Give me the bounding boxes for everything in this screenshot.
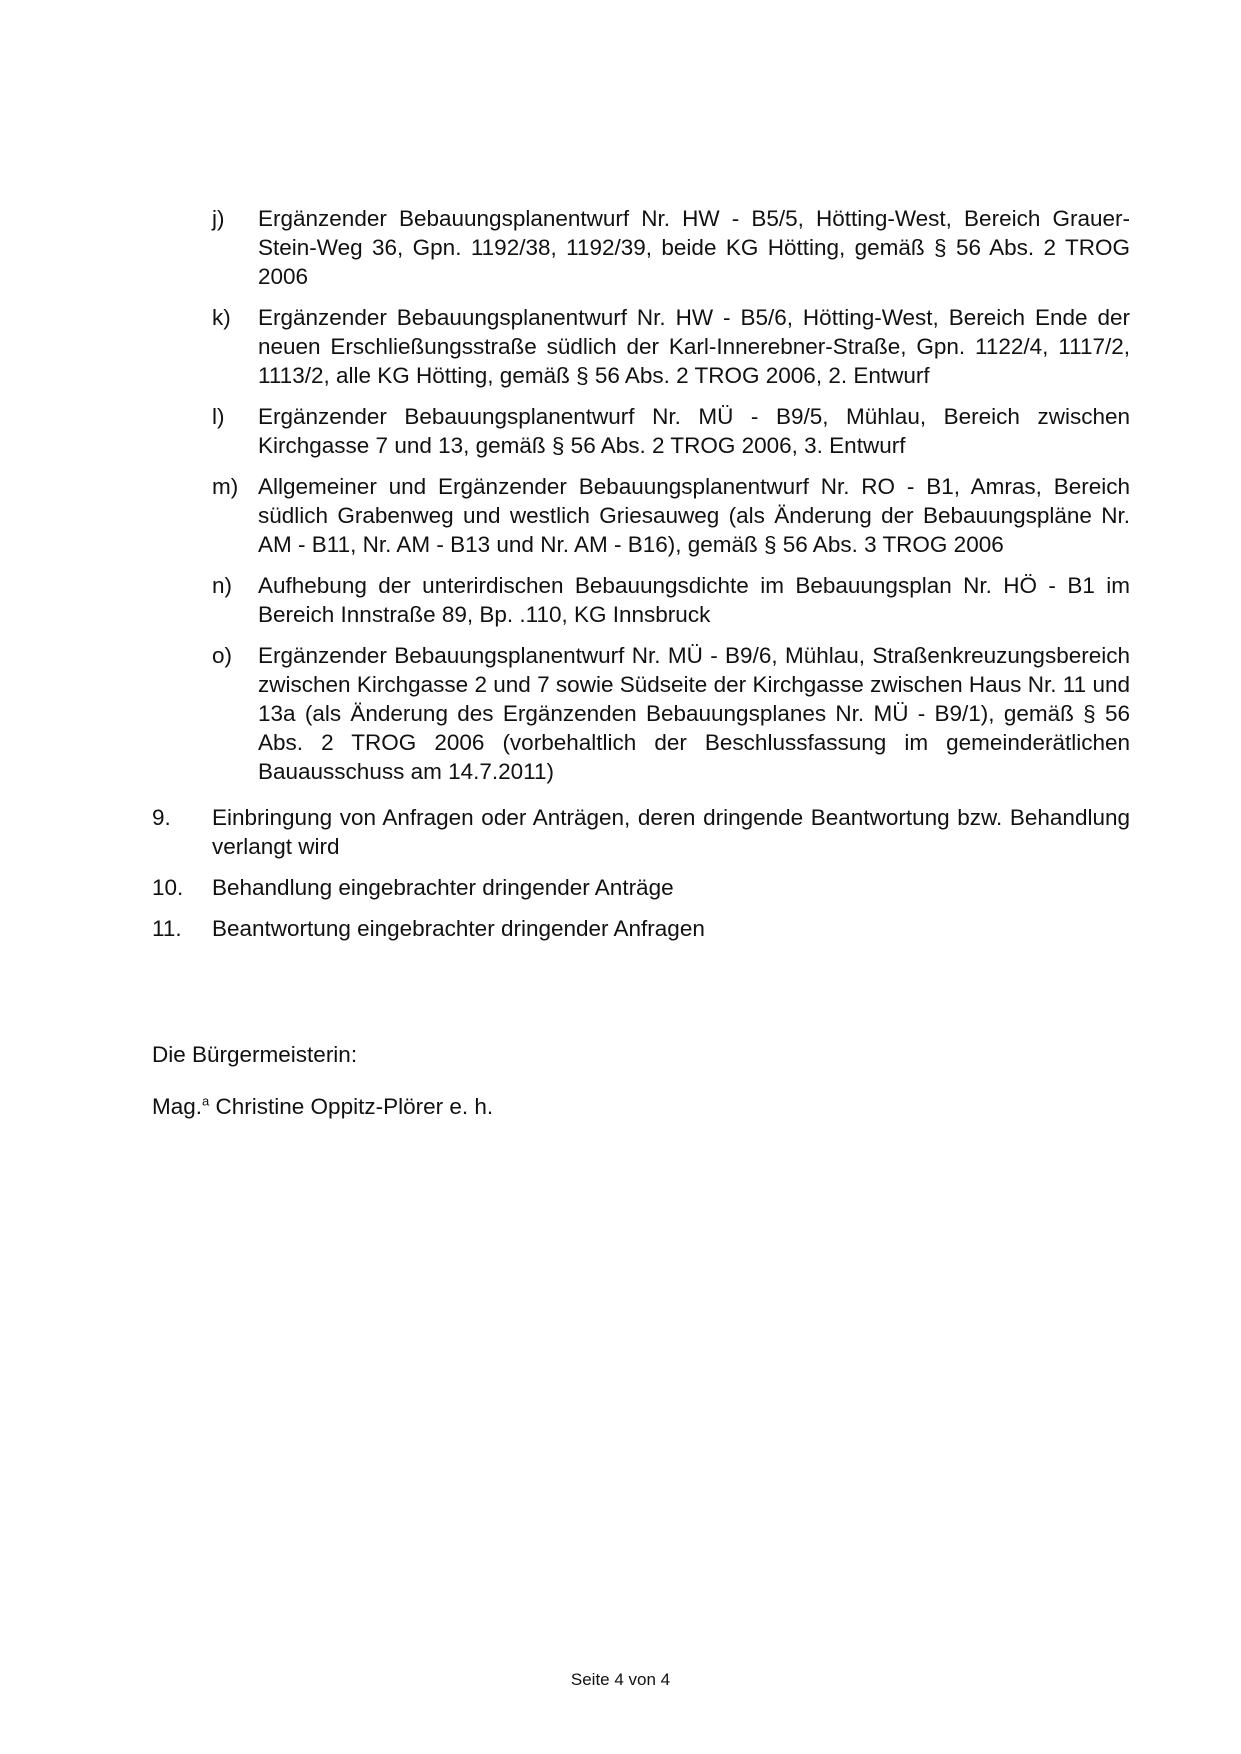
- page-number: Seite 4 von 4: [570, 1670, 671, 1689]
- signature-label: Die Bürgermeisterin:: [152, 1042, 358, 1067]
- agenda-main-list: [152, 803, 1130, 955]
- list-marker: l): [212, 404, 225, 429]
- list-item: [152, 873, 1130, 902]
- list-item: [212, 303, 1130, 390]
- list-item: [212, 641, 1130, 786]
- list-item-text: Einbringung von Anfragen oder Anträgen, deren dringende Beantwortung bzw. Behandlung verlangt wird: [212, 805, 1130, 859]
- list-item: [212, 571, 1130, 629]
- list-item-text: Aufhebung der unterirdischen Bebauungsdichte im Bebauungsplan Nr. HÖ - B1 im Bereich Innstraße 89, Bp. .110, KG Innsbruck: [258, 573, 1130, 627]
- list-marker: n): [212, 573, 233, 598]
- list-item: [212, 402, 1130, 460]
- list-marker: k): [212, 305, 231, 330]
- list-marker: 11.: [152, 916, 182, 941]
- signature-full-name: Christine Oppitz-Plörer e. h.: [209, 1094, 494, 1119]
- list-marker: 9.: [152, 805, 171, 830]
- list-marker: o): [212, 643, 233, 668]
- list-item-text: Allgemeiner und Ergänzender Bebauungsplanentwurf Nr. RO - B1, Amras, Bereich südlich Grabenweg und westlich Griesauweg (als Änderung der Bebauungspläne Nr. AM - B11, Nr. AM - B13 und Nr. AM - B16), gemäß § 56 Abs. 3 TROG 2006: [258, 474, 1130, 557]
- list-item: [152, 803, 1130, 861]
- list-item-text: Ergänzender Bebauungsplanentwurf Nr. HW - B5/5, Hötting-West, Bereich Grauer-Stein-Weg 36, Gpn. 1192/38, 1192/39, beide KG Hötting, gemäß § 56 Abs. 2 TROG 2006: [258, 206, 1130, 289]
- list-item: [212, 204, 1130, 291]
- list-item: [212, 472, 1130, 559]
- list-marker: m): [212, 474, 239, 499]
- signature-title-superscript: a: [202, 1093, 210, 1109]
- list-item-text: Ergänzender Bebauungsplanentwurf Nr. MÜ - B9/6, Mühlau, Straßenkreuzungsbereich zwischen Kirchgasse 2 und 7 sowie Südseite der Kirchgasse zwischen Haus Nr. 11 und 13a (als Änderung des Ergänzenden Bebauungsplanes Nr. MÜ - B9/1), gemäß § 56 Abs. 2 TROG 2006 (vorbehaltlich der Beschlussfassung im gemeinderätlichen Bauausschuss am 14.7.2011): [258, 643, 1130, 784]
- list-item-text: Ergänzender Bebauungsplanentwurf Nr. MÜ - B9/5, Mühlau, Bereich zwischen Kirchgasse 7 und 13, gemäß § 56 Abs. 2 TROG 2006, 3. Entwurf: [258, 404, 1130, 458]
- list-item-text: Ergänzender Bebauungsplanentwurf Nr. HW - B5/6, Hötting-West, Bereich Ende der neuen Erschließungsstraße südlich der Karl-Innerebner-Straße, Gpn. 1122/4, 1117/2, 1113/2, alle KG Hötting, gemäß § 56 Abs. 2 TROG 2006, 2. Entwurf: [258, 305, 1130, 388]
- list-marker: j): [212, 206, 225, 231]
- list-item-text: Behandlung eingebrachter dringender Anträge: [212, 875, 674, 900]
- list-item: [152, 914, 1130, 943]
- agenda-sub-list: [212, 204, 1130, 798]
- signature-name: [152, 1092, 493, 1121]
- signature-title: Mag.: [152, 1094, 203, 1119]
- list-marker: 10.: [152, 875, 184, 900]
- list-item-text: Beantwortung eingebrachter dringender Anfragen: [212, 916, 705, 941]
